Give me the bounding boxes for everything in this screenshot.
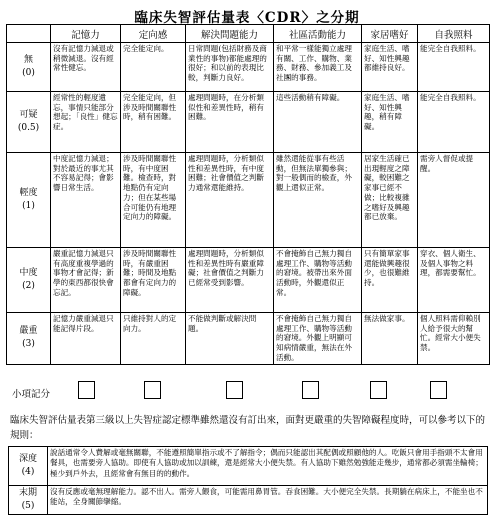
cdr-table [6, 24, 490, 365]
table-cell: 家庭生活、嗜好、知性興趣，稍有障礙。 [362, 92, 418, 153]
table-cell: 只有簡單家事還能做興趣很少，也很難維持。 [362, 248, 418, 313]
table-cell: 日常問題(包括財務及商業性的事物)都能處理的很好；和以前的表現比較，判斷力良好。 [186, 43, 274, 92]
stage-name: 無 [23, 54, 33, 65]
table-cell: 不會掩飾自己無力獨自處理工作、購物等活動的窘境。被帶出來外面活動時，外觀還似正常。 [274, 248, 362, 313]
stage-label [7, 153, 51, 248]
stage-name: 輕度 [19, 187, 38, 198]
table-cell: 不能做判斷或解決問題。 [186, 313, 274, 365]
table-cell: 和平常一樣能獨立處理有關、工作、購物、業務、財務、參加義工及社團的事務。 [274, 43, 362, 92]
table-row [9, 486, 488, 515]
stage-label [7, 92, 51, 153]
table-cell: 居家生活確已出現輕度之障礙，較困難之家事已經不做；比較複雜之嗜好及興趣都已放棄。 [362, 153, 418, 248]
score-box-memory[interactable] [78, 381, 95, 399]
severe-stage-table [8, 446, 488, 515]
stage-score: (3) [22, 339, 35, 350]
stage-score: (0.5) [17, 123, 40, 133]
table-cell: 記憶力嚴重減退只能記得片段。 [51, 313, 121, 365]
score-label: 小項記分 [12, 389, 51, 400]
header-problem-solving: 解決問題能力 [186, 25, 274, 43]
stage-name: 末期 [18, 488, 37, 498]
header-community: 社區活動能力 [274, 25, 362, 43]
stage-score: (2) [22, 281, 35, 291]
table-cell: 嚴重記憶力減退只有高度重複學過的事物才會記得；新學的東西都很快會忘記。 [51, 248, 121, 313]
table-cell: 能完全自我照料。 [418, 92, 490, 153]
table-cell: 經常性的輕度遺忘，事情只能部分想起；「良性」健忘症。 [51, 92, 121, 153]
stage-name: 可疑 [19, 109, 38, 120]
header-memory: 記憶力 [51, 25, 121, 43]
stage-label [7, 43, 51, 92]
table-cell: 不會掩飾自己無力獨自處理工作、購物等活動的窘境。外觀上明顯可知病情嚴重，無法在外活動。 [274, 313, 362, 365]
table-row [7, 248, 490, 313]
table-cell: 穿衣、個人衛生、及個人事物之料理，都需要幫忙。 [418, 248, 490, 313]
score-box-problem-solving[interactable] [226, 381, 243, 399]
severity-note: 臨床失智評估量表第三級以上失智症認定標準雖然還沒有訂出來，面對更嚴重的失智障礙程度時，可以參考以下的規則： [10, 415, 486, 441]
score-box-community[interactable] [302, 381, 319, 399]
header-orientation: 定向感 [121, 25, 186, 43]
score-box-home-hobbies[interactable] [370, 381, 387, 399]
stage-label [9, 486, 48, 515]
header-row [7, 25, 490, 43]
table-row [7, 43, 490, 92]
table-cell: 處理問題時，分析類似性和差異性時，有中度困難；社會價值之判斷力通常還能維持。 [186, 153, 274, 248]
table-row [7, 313, 490, 365]
table-cell: 家庭生活、嗜好、知性興趣都維持良好。 [362, 43, 418, 92]
table-row [7, 153, 490, 248]
stage-score: (4) [21, 467, 35, 477]
stage-name: 嚴重 [19, 325, 38, 336]
table-cell: 完全能定向。 [121, 43, 186, 92]
score-boxes [78, 381, 484, 403]
stage-score: (1) [22, 201, 35, 211]
table-cell: 處理問題時，在分析類似性和差異性時，稍有困難。 [186, 92, 274, 153]
stage-score: (0) [22, 68, 35, 78]
score-box-orientation[interactable] [144, 381, 161, 399]
table-cell: 雖然還能從事有些活動，但無法單獨參與；對一般偶而的檢查，外觀上還似正常。 [274, 153, 362, 248]
table-cell: 涉及時間關聯性時，有嚴重困難；時間及地點都會有定向力的障礙。 [121, 248, 186, 313]
table-cell: 這些活動稍有障礙。 [274, 92, 362, 153]
score-box-personal-care[interactable] [430, 381, 447, 399]
stage-score: (5) [21, 501, 35, 512]
stage-label [7, 313, 51, 365]
table-cell: 中度記憶力減退；對於最近的事尤其不容易記得；會影響日常生活。 [51, 153, 121, 248]
table-row [9, 447, 488, 486]
table-cell: 需旁人督促或提醒。 [418, 153, 490, 248]
table-cell: 處理問題時，分析類似性和差異性時有嚴重障礙；社會價值之判斷力已經常受到影響。 [186, 248, 274, 313]
table-cell: 完全能定向，但涉及時間關聯性時，稍有困難。 [121, 92, 186, 153]
table-cell: 涉及時間關聯性時，有中度困難。檢查時，對地點仍有定向力；但在某些場合可能仍有地理定向力的障礙。 [121, 153, 186, 248]
stage-label [9, 447, 48, 486]
header-home-hobbies: 家居嗜好 [362, 25, 418, 43]
stage-name: 中度 [19, 267, 38, 278]
table-cell: 個人照料需仰賴別人給予很大的幫忙。經常大小便失禁。 [418, 313, 490, 365]
table-row [7, 92, 490, 153]
table-cell: 說話通常令人費解或毫無關聯，不能遵照簡單指示或不了解指令；偶而只能認出其配偶或照顧他的人。吃飯只會用手指頭不太會用餐具，也需要旁人協助。即使有人協助或加以訓練，還是經常大小便失禁。有人協助下雖然勉強能走幾步，通常都必須需坐輪椅；極少到戶外去，且經常會有無目的的動作。 [48, 447, 488, 486]
stage-label [7, 248, 51, 313]
table-cell: 無法做家事。 [362, 313, 418, 365]
page-title: 臨床失智評估量表〈CDR〉之分期 [134, 10, 360, 26]
header-corner [7, 25, 51, 43]
table-cell: 只維持對人的定向力。 [121, 313, 186, 365]
table-cell: 能完全自我照料。 [418, 43, 490, 92]
table-cell: 沒有反應或毫無理解能力。認不出人。需旁人餵食，可能需用鼻胃管。吞食困難。大小便完全失禁。長期躺在病床上，不能坐也不能站，全身關節攣縮。 [48, 486, 488, 515]
table-cell: 沒有記憶力減退或稍微減退。沒有經常性健忘。 [51, 43, 121, 92]
stage-name: 深度 [18, 453, 37, 464]
header-personal-care: 自我照料 [418, 25, 490, 43]
